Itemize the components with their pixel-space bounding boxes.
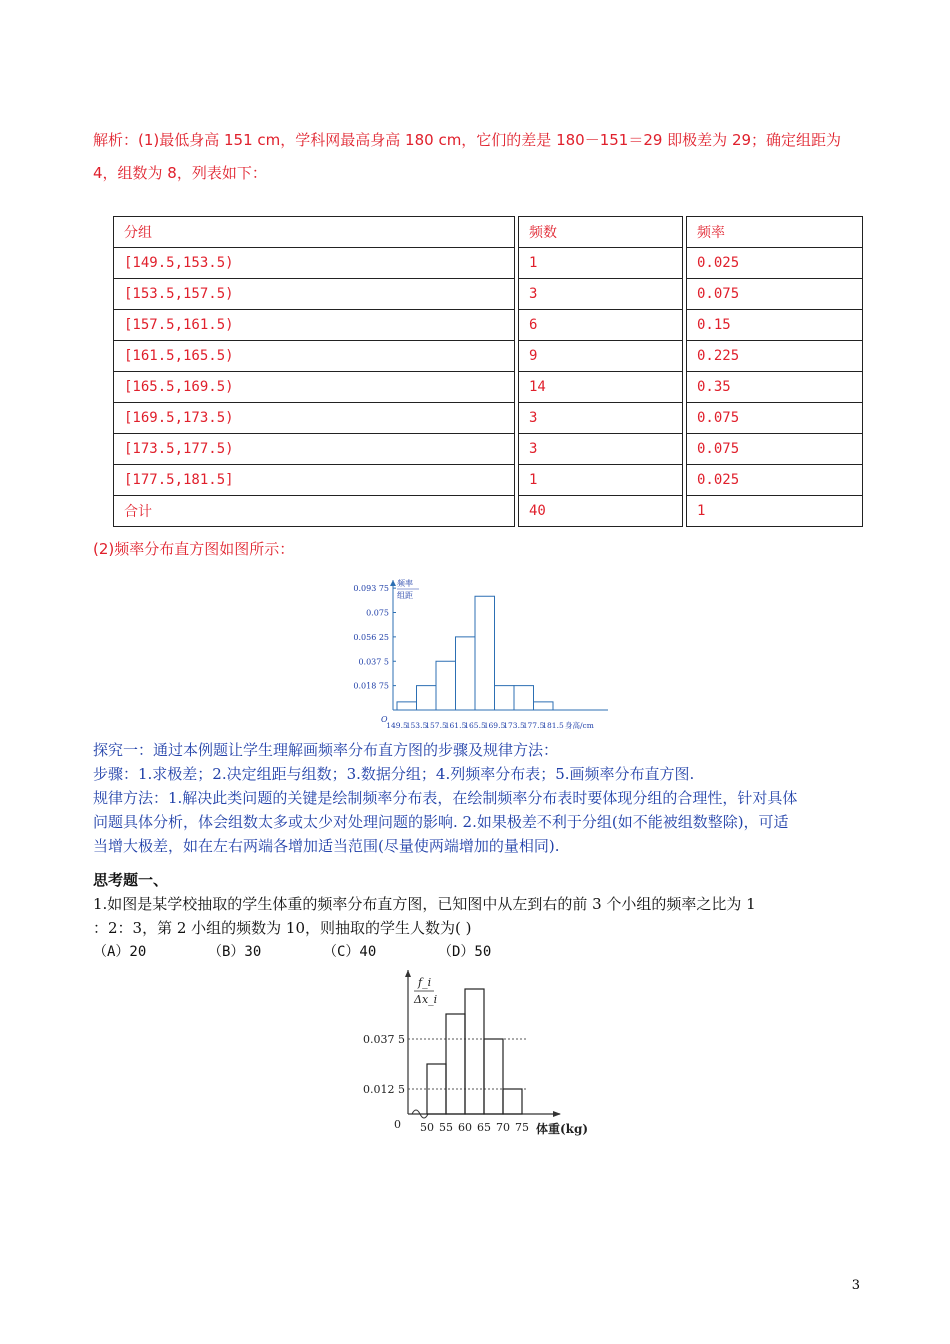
y-tick-label: 0.012 5 [363, 1083, 405, 1096]
cell-frequency: 0.075 [686, 403, 863, 434]
y-tick-label: 0.075 [366, 608, 389, 618]
x-tick-label: 181.5 [542, 721, 564, 730]
x-tick-label: 55 [439, 1121, 453, 1134]
histogram-bar [436, 661, 456, 710]
cell-frequency: 0.15 [686, 310, 863, 341]
table-row [113, 279, 863, 310]
x-tick-label: 165.5 [464, 721, 486, 730]
cell-frequency: 0.075 [686, 434, 863, 465]
y-axis-arrow [405, 970, 411, 977]
y-tick-label: 0.037 5 [363, 1033, 405, 1046]
option-b: （B）30 [208, 944, 262, 960]
x-tick-label: 149.5 [386, 721, 408, 730]
table-row [113, 341, 863, 372]
histogram-bar [446, 1014, 465, 1114]
explore-line-5: 当增大极差，如在左右两端各增加适当范围(尽量使两端增加的量相同). [93, 837, 560, 855]
table-row [113, 372, 863, 403]
option-c: （C）40 [323, 944, 377, 960]
x-tick-label: 173.5 [503, 721, 525, 730]
cell-count: 3 [518, 434, 683, 465]
weight-histogram [355, 966, 605, 1141]
chart-labels [353, 578, 593, 730]
answer-options [93, 940, 883, 964]
chart-bars [427, 989, 522, 1114]
cell-group: [161.5,165.5) [113, 341, 515, 372]
x-tick-label: 153.5 [405, 721, 428, 730]
table-row [113, 248, 863, 279]
analysis-line-2: 4，组数为 8，列表如下： [93, 164, 267, 182]
question-line-2: ：2：3，第 2 小组的频数为 10，则抽取的学生人数为( ) [93, 919, 472, 937]
explore-section [93, 738, 883, 858]
x-axis-arrow [553, 1111, 561, 1117]
explore-line-1: 探究一：通过本例题让学生理解画频率分布直方图的步骤及规律方法： [93, 741, 559, 759]
x-tick-label: 157.5 [425, 721, 447, 730]
option-d: （D）50 [438, 944, 492, 960]
table-row [113, 465, 863, 496]
cell-frequency: 1 [686, 496, 863, 527]
cell-count: 9 [518, 341, 683, 372]
cell-frequency: 0.025 [686, 465, 863, 496]
table-row [113, 434, 863, 465]
analysis-paragraph [93, 124, 893, 190]
histogram-bar [475, 596, 495, 710]
y-tick-label: 0.056 25 [353, 632, 389, 642]
explore-line-3: 规律方法：1.解决此类问题的关键是绘制频率分布表，在绘制频率分布表时要体现分组的合理性，针对具体 [93, 789, 798, 807]
x-tick-label: 177.5 [522, 721, 545, 730]
part2-caption: (2)频率分布直方图如图所示： [93, 540, 295, 558]
cell-group: [165.5,169.5) [113, 372, 515, 403]
y-tick-label: 0.018 75 [353, 681, 389, 691]
option-a: （A）20 [93, 944, 147, 960]
histogram-bar [397, 702, 417, 710]
cell-group: [157.5,161.5) [113, 310, 515, 341]
cell-frequency: 0.225 [686, 341, 863, 372]
table-row [113, 310, 863, 341]
cell-group: [173.5,177.5) [113, 434, 515, 465]
table-header-row [113, 216, 863, 248]
cell-count: 40 [518, 496, 683, 527]
explore-line-2: 步骤：1.求极差；2.决定组距与组数；3.数据分组；4.列频率分布表；5.画频率分布直方图. [93, 765, 695, 783]
cell-group: 合计 [113, 496, 515, 527]
y-axis-label: f_i [418, 976, 432, 989]
histogram-bar [465, 989, 484, 1114]
cell-frequency: 0.075 [686, 279, 863, 310]
histogram-bar [456, 637, 476, 710]
cell-frequency: 0.025 [686, 248, 863, 279]
x-axis-label: 体重(kg) [536, 1122, 589, 1136]
explore-line-4: 问题具体分析，体会组数太多或太少对处理问题的影响. 2.如果极差不利于分组(如不能被组数整除)，可适 [93, 813, 789, 831]
y-tick-label: 0.093 75 [353, 584, 389, 594]
cell-group: [149.5,153.5) [113, 248, 515, 279]
y-axis-arrow [390, 580, 396, 586]
x-tick-label: 50 [420, 1121, 434, 1134]
y-axis-label: 频率 [397, 579, 413, 588]
header-frequency: 频率 [686, 216, 863, 248]
histogram-bar [417, 686, 437, 710]
histogram-bar [495, 686, 515, 710]
y-axis-label: 组距 [397, 591, 413, 600]
cell-count: 6 [518, 310, 683, 341]
height-histogram [335, 572, 655, 734]
think-title: 思考题一、 [93, 871, 169, 889]
origin-label: 0 [394, 1118, 401, 1131]
cell-count: 14 [518, 372, 683, 403]
header-group: 分组 [113, 216, 515, 248]
analysis-line-1: 解析：(1)最低身高 151 cm，学科网最高身高 180 cm，它们的差是 180－151＝29 即极差为 29；确定组距为 [93, 131, 842, 149]
cell-count: 3 [518, 279, 683, 310]
chart-bars [397, 596, 553, 710]
x-tick-label: 75 [515, 1121, 529, 1134]
x-axis-label: 身高/cm [565, 721, 594, 730]
x-tick-label: 70 [496, 1121, 510, 1134]
cell-count: 1 [518, 248, 683, 279]
x-tick-label: 65 [477, 1121, 491, 1134]
cell-group: [169.5,173.5) [113, 403, 515, 434]
frequency-table [110, 216, 866, 527]
question-line-1: 1.如图是某学校抽取的学生体重的频率分布直方图，已知图中从左到右的前 3 个小组的频率之比为 1 [93, 895, 756, 913]
histogram-bar [484, 1039, 503, 1114]
think-section [93, 868, 883, 964]
origin-label: O [381, 715, 388, 724]
x-tick-label: 60 [458, 1121, 472, 1134]
x-tick-label: 169.5 [483, 721, 506, 730]
page-number: 3 [851, 1278, 860, 1293]
histogram-bar [534, 702, 554, 710]
histogram-bar [514, 686, 534, 710]
header-count: 频数 [518, 216, 683, 248]
cell-count: 1 [518, 465, 683, 496]
y-axis-label: Δx_i [414, 993, 438, 1006]
cell-frequency: 0.35 [686, 372, 863, 403]
cell-group: [177.5,181.5] [113, 465, 515, 496]
histogram-bar [503, 1089, 522, 1114]
table-row [113, 403, 863, 434]
x-tick-label: 161.5 [444, 721, 467, 730]
table-total-row [113, 496, 863, 527]
cell-group: [153.5,157.5) [113, 279, 515, 310]
chart-axes [390, 580, 608, 710]
cell-count: 3 [518, 403, 683, 434]
y-tick-label: 0.037 5 [358, 657, 389, 667]
